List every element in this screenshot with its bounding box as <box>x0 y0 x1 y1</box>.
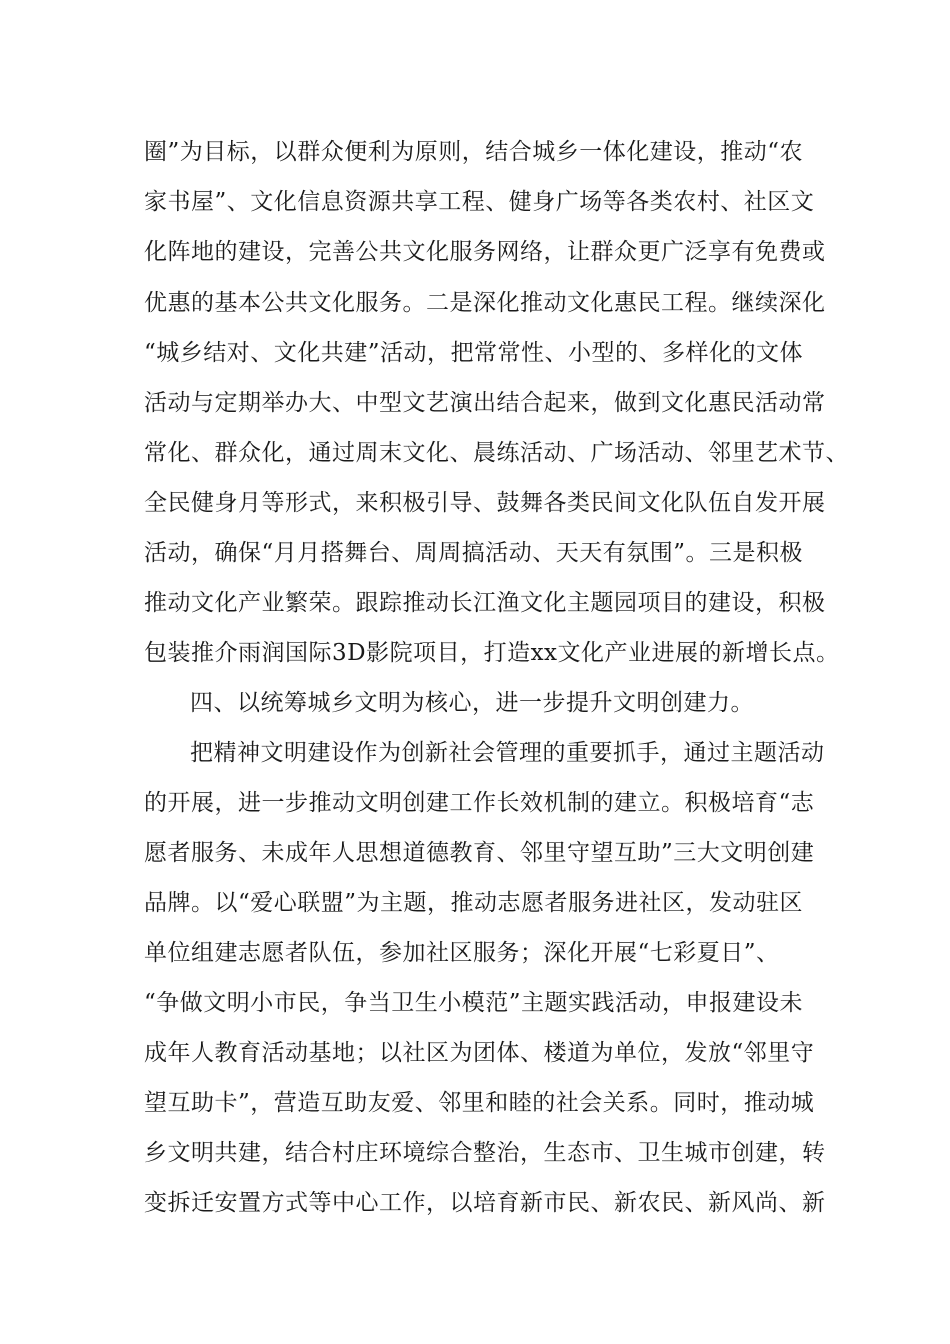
text-line: 化阵地的建设，完善公共文化服务网络，让群众更广泛享有免费或 <box>144 239 826 265</box>
text-line: 成年人教育活动基地；以社区为团体、楼道为单位，发放“邻里守 <box>144 1040 815 1066</box>
text-line: 家书屋”、文化信息资源共享工程、健身广场等各类农村、社区文 <box>144 189 815 215</box>
text-line: 望互助卡”，营造互助友爱、邻里和睦的社会关系。同时，推动城 <box>144 1090 815 1116</box>
text-line: 品牌。以“爱心联盟”为主题，推动志愿者服务进社区，发动驻区 <box>144 890 804 916</box>
text-line: “争做文明小市民，争当卫生小模范”主题实践活动，申报建设未 <box>144 990 804 1016</box>
text-line: 优惠的基本公共文化服务。二是深化推动文化惠民工程。继续深化 <box>144 290 826 316</box>
text-line: 单位组建志愿者队伍，参加社区服务；深化开展“七彩夏日”、 <box>144 940 780 966</box>
section-heading: 四、以统筹城乡文明为核心，进一步提升文明创建力。 <box>190 690 754 716</box>
text-line: 包装推介雨润国际3D影院项目，打造xx文化产业进展的新增长点。 <box>144 640 840 666</box>
text-line: 愿者服务、未成年人思想道德教育、邻里守望互助”三大文明创建 <box>144 840 815 866</box>
text-line: 常化、群众化，通过周末文化、晨练活动、广场活动、邻里艺术节、 <box>144 440 849 466</box>
text-line: 圈”为目标，以群众便利为原则，结合城乡一体化建设，推动“农 <box>144 139 804 165</box>
text-line: 活动，确保“月月搭舞台、周周搞活动、天天有氛围”。三是积极 <box>144 540 804 566</box>
text-line: 全民健身月等形式，来积极引导、鼓舞各类民间文化队伍自发开展 <box>144 490 826 516</box>
text-line: 乡文明共建，结合村庄环境综合整治，生态市、卫生城市创建，转 <box>144 1140 826 1166</box>
text-line: 推动文化产业繁荣。跟踪推动长江渔文化主题园项目的建设，积极 <box>144 590 826 616</box>
text-line: “城乡结对、文化共建”活动，把常常性、小型的、多样化的文体 <box>144 340 804 366</box>
text-line: 变拆迁安置方式等中心工作，以培育新市民、新农民、新风尚、新 <box>144 1190 826 1216</box>
paragraph-first-line: 把精神文明建设作为创新社会管理的重要抓手，通过主题活动 <box>190 740 825 766</box>
text-line: 活动与定期举办大、中型文艺演出结合起来，做到文化惠民活动常 <box>144 390 826 416</box>
text-line: 的开展，进一步推动文明创建工作长效机制的建立。积极培育“志 <box>144 790 815 816</box>
